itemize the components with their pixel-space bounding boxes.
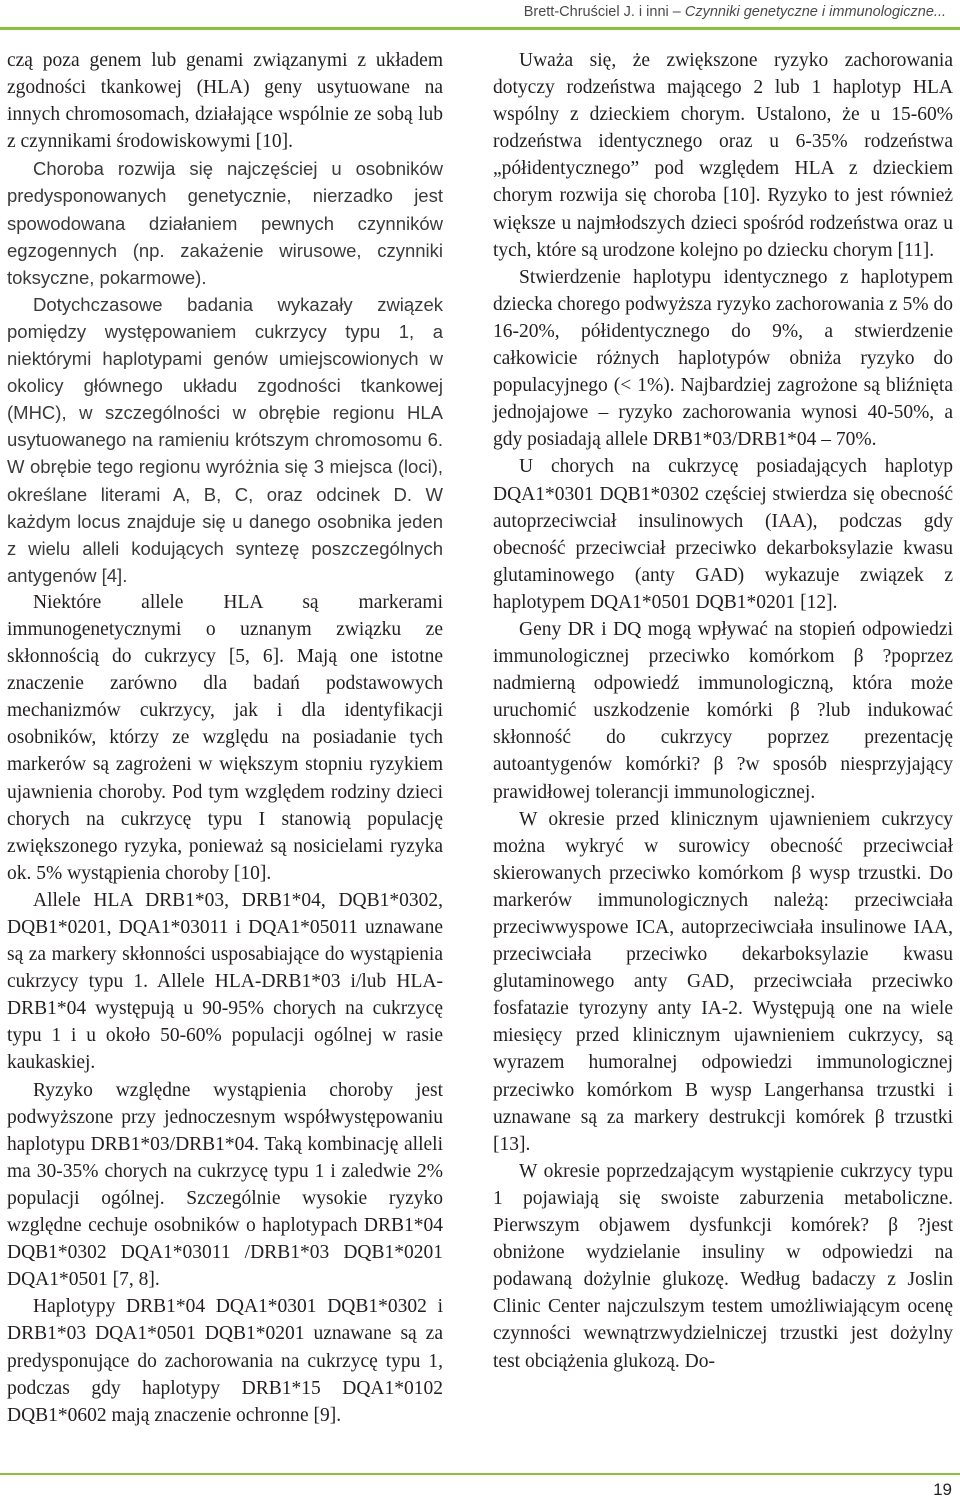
paragraph: Haplotypy DRB1*04 DQA1*0301 DQB1*0302 i DRB1*03 DQA1*0501 DQB1*0201 uznawane są za predysponujące do zachorowania na cukrzycę typu 1, podczas gdy haplotypy DRB1*15 DQA1*0102 DQB1*0602 mają znaczenie ochronne [9]. <box>7 1296 443 1426</box>
right-column <box>493 47 953 1375</box>
footer-rule <box>0 1473 960 1475</box>
paragraph: U chorych na cukrzycę posiadających haplotyp DQA1*0301 DQB1*0302 częściej stwierdza się obecność autoprzeciwciał insulinowych (IAA), podczas gdy obecność przeciwciał przeciwko dekarboksylazie kwasu glutaminowego (anty GAD) wykazuje związek z haplotypem DQA1*0501 DQB1*0201 [12]. <box>493 456 953 613</box>
paragraph: Dotychczasowe badania wykazały związek pomiędzy występowaniem cukrzycy typu 1, a niektórymi haplotypami genów umiejscowionych w okolicy głównego układu zgodności tkankowej (MHC), w szczególności w obrębie regionu HLA usytuowanego na ramieniu krótszym chromosomu 6. W obrębie tego regionu wyróżnia się 3 miejsca (loci), określane literami A, B, C, oraz odcinek D. W każdym locus znajduje się u danego osobnika jeden z wielu alleli kodujących syntezę poszczególnych antygenów [4]. <box>7 293 443 586</box>
paragraph: Ryzyko względne wystąpienia choroby jest podwyższone przy jednoczesnym współwystępowaniu haplotypu DRB1*03/DRB1*04. Taką kombinację alleli ma 30-35% chorych na cukrzycę typu 1 i zaledwie 2% populacji ogólnej. Szczególnie wysokie ryzyko względne cechuje osobników o haplotypach DRB1*04 DQB1*0302 DQA1*03011 /DRB1*03 DQB1*0201 DQA1*0501 [7, 8]. <box>7 1079 443 1291</box>
paragraph: Stwierdzenie haplotypu identycznego z haplotypem dziecka chorego podwyższa ryzyko zachorowania z 5% do 16-20%, półidentycznego do 9%, a stwierdzenie całkowicie różnych haplotypów obniża ryzyko do populacyjnego (< 1%). Najbardziej zagrożone są bliźnięta jednojajowe – ryzyko zachorowania wynosi 40-50%, a gdy posiadają allele DRB1*03/DRB1*04 – 70%. <box>493 266 953 451</box>
paragraph: Niektóre allele HLA są markerami immunogenetycznymi o uznanym związku ze skłonnością do cukrzycy [5, 6]. Mają one istotne znaczenie zarówno dla badań podstawowych mechanizmów cukrzycy, jak i dla identyfikacji osobników, którzy ze względu na posiadanie tych markerów są zagrożeni w większym stopniu ryzykiem ujawnienia choroby. Pod tym względem rodziny dzieci chorych na cukrzycę typu I stanowią populację zwiększonego ryzyka, ponieważ są nosicielami ryzyka ok. 5% wystąpienia choroby [10]. <box>7 591 443 884</box>
paragraph: Choroba rozwija się najczęściej u osobników predysponowanych genetycznie, nierzadko jest spowodowana działaniem pewnych czynników egzogennych (np. zakażenie wirusowe, czynniki toksyczne, pokarmowe). <box>7 158 443 288</box>
left-column <box>7 47 443 1429</box>
running-header <box>524 4 946 20</box>
paragraph: Geny DR i DQ mogą wpływać na stopień odpowiedzi immunologicznej przeciwko komórkom β ?poprzez nadmierną odpowiedź immunologiczną, która może uruchomić uszkodzenie komórki β ?lub indukować skłonność do cukrzycy poprzez prezentację autoantygenów komórki? β ?w sposób niesprzyjający prawidłowej tolerancji immunologicznej. <box>493 618 953 803</box>
paragraph: W okresie przed klinicznym ujawnieniem cukrzycy można wykryć w surowicy obecność przeciwciał skierowanych przeciwko komórkom β wysp trzustki. Do markerów immunologicznych należą: przeciwciała przeciwwyspowe ICA, autoprzeciwciała insulinowe IAA, przeciwciała przeciwko dekarboksylazie kwasu glutaminowego anty GAD, przeciwciała przeciwko fosfatazie tyrozyny anty IA-2. Występują one na wiele miesięcy przed klinicznym ujawnieniem cukrzycy, są wyrazem humoralnej odpowiedzi immunologicznej przeciwko komórkom B wysp Langerhansa trzustki i uznawane są za markery destrukcji komórek β trzustki [13]. <box>493 808 953 1155</box>
paragraph: W okresie poprzedzającym wystąpienie cukrzycy typu 1 pojawiają się swoiste zaburzenia metaboliczne. Pierwszym objawem dysfunkcji komórek? β ?jest obniżone wydzielanie insuliny w odpowiedzi na podawaną dożylnie glukozę. Według badaczy z Joslin Clinic Center najczulszym testem umożliwiającym ocenę czynności wewnątrzwydzielniczej trzustki jest dożylny test obciążenia glukozą. Do- <box>493 1160 953 1372</box>
paragraph: Allele HLA DRB1*03, DRB1*04, DQB1*0302, DQB1*0201, DQA1*03011 i DQA1*05011 uznawane są za markery skłonności usposabiające do wystąpienia cukrzycy typu 1. Allele HLA-DRB1*03 i/lub HLA-DRB1*04 występują u 90-95% chorych na cukrzycę typu 1 i u około 50-60% populacji ogólnej w rasie kaukaskiej. <box>7 889 443 1074</box>
header-title: Czynniki genetyczne i immunologiczne... <box>684 4 946 20</box>
paragraph: Uważa się, że zwiększone ryzyko zachorowania dotyczy rodzeństwa mającego 2 lub 1 haplotyp HLA wspólny z dzieckiem chorym. Ustalono, że u 15-60% rodzeństwa identycznego oraz u 6-35% rodzeństwa „półidentycznego” pod względem HLA z dzieckiem chorym rozwija się choroba [10]. Ryzyko to jest również większe u najmłodszych dzieci spośród rodzeństwa oraz u tych, które są urodzone kolejno po dziecku chorym [11]. <box>493 50 953 261</box>
paragraph: czą poza genem lub genami związanymi z układem zgodności tkankowej (HLA) geny usytuowane na innych chromosomach, działające wspólnie ze sobą lub z czynnikami środowiskowymi [10]. <box>7 50 443 153</box>
page-number: 19 <box>933 1480 952 1499</box>
header-authors: Brett-Chruściel J. i inni – <box>523 4 681 20</box>
header-rule <box>0 27 960 30</box>
